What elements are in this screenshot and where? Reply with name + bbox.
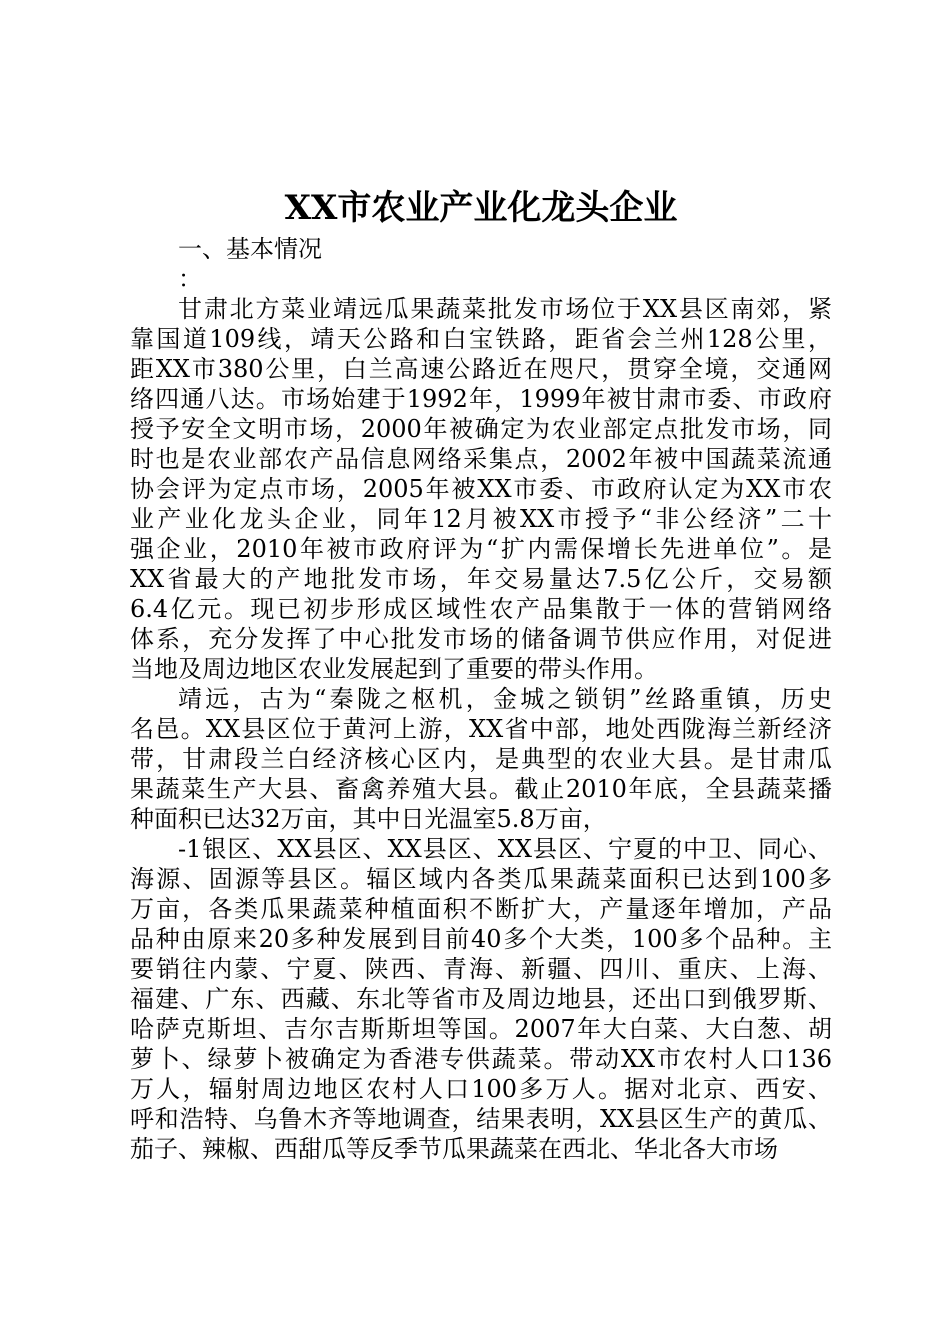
paragraph-line: 靖远，古为“秦陇之枢机，金城之锁钥”丝路重镇，历史 (178, 685, 832, 713)
paragraph-line: 要销往内蒙、宁夏、陕西、青海、新疆、四川、重庆、上海、 (130, 955, 832, 983)
paragraph-line: 福建、广东、西藏、东北等省市及周边地县，还出口到俄罗斯、 (130, 985, 832, 1013)
paragraph-line: 体系，充分发挥了中心批发市场的储备调节供应作用，对促进 (130, 625, 832, 653)
paragraph-line: -1银区、XX县区、XX县区、XX县区、宁夏的中卫、同心、 (178, 835, 832, 863)
paragraph-line: 当地及周边地区农业发展起到了重要的带头作用。 (130, 655, 658, 683)
paragraph (130, 684, 832, 834)
paragraph-line: 业产业化龙头企业，同年12月被XX市授予“非公经济”二十 (130, 505, 832, 533)
paragraph-line: 授予安全文明市场，2000年被确定为农业部定点批发市场，同 (130, 415, 832, 443)
paragraph-line: 络四通八达。市场始建于1992年，1999年被甘肃市委、市政府 (130, 385, 832, 413)
paragraph-line: XX省最大的产地批发市场，年交易量达7.5亿公斤，交易额 (130, 565, 832, 593)
document-title: XX市农业产业化龙头企业 (284, 188, 678, 228)
paragraph-line: 名邑。XX县区位于黄河上游，XX省中部，地处西陇海兰新经济 (130, 715, 832, 743)
paragraph-line: 带，甘肃段兰白经济核心区内，是典型的农业大县。是甘肃瓜 (130, 745, 832, 773)
paragraph-line: 强企业，2010年被市政府评为“扩内需保增长先进单位”。是 (130, 535, 832, 563)
paragraph (130, 834, 832, 1164)
paragraph-line: 时也是农业部农产品信息网络采集点，2002年被中国蔬菜流通 (130, 445, 832, 473)
paragraph-line: 果蔬菜生产大县、畜禽养殖大县。截止2010年底，全县蔬菜播 (130, 775, 832, 803)
paragraph-line: 6.4亿元。现已初步形成区域性农产品集散于一体的营销网络 (130, 595, 832, 623)
paragraph-line: 协会评为定点市场，2005年被XX市委、市政府认定为XX市农 (130, 475, 832, 503)
paragraph-line: 海源、固源等县区。辐区域内各类瓜果蔬菜面积已达到100多 (130, 865, 832, 893)
paragraph-line: 万人，辐射周边地区农村人口100多万人。据对北京、西安、 (130, 1075, 832, 1103)
paragraph-line: 呼和浩特、乌鲁木齐等地调查，结果表明，XX县区生产的黄瓜、 (130, 1105, 832, 1133)
paragraph-line: 萝卜、绿萝卜被确定为香港专供蔬菜。带动XX市农村人口136 (130, 1045, 832, 1073)
paragraph-line: 万亩，各类瓜果蔬菜种植面积不断扩大，产量逐年增加，产品 (130, 895, 832, 923)
paragraph-line: 哈萨克斯坦、吉尔吉斯斯坦等国。2007年大白菜、大白葱、胡 (130, 1015, 832, 1043)
section-heading: 一、基本情况 (178, 235, 322, 263)
paragraph-line: 靠国道109线，靖天公路和白宝铁路，距省会兰州128公里， (130, 325, 832, 353)
paragraph-line: 品种由原来20多种发展到目前40多个大类，100多个品种。主 (130, 925, 832, 953)
paragraph (130, 294, 832, 684)
paragraph-line: 距XX市380公里，白兰高速公路近在咫尺，贯穿全境，交通网 (130, 355, 832, 383)
document-body (130, 294, 832, 1164)
paragraph-line: 种面积已达32万亩，其中日光温室5.8万亩， (130, 805, 607, 833)
paragraph-line: 茄子、辣椒、西甜瓜等反季节瓜果蔬菜在西北、华北各大市场 (130, 1135, 778, 1163)
document-page (130, 182, 832, 1164)
heading-colon: ： (178, 265, 202, 293)
paragraph-line: 甘肃北方菜业靖远瓜果蔬菜批发市场位于XX县区南郊，紧 (178, 295, 832, 323)
